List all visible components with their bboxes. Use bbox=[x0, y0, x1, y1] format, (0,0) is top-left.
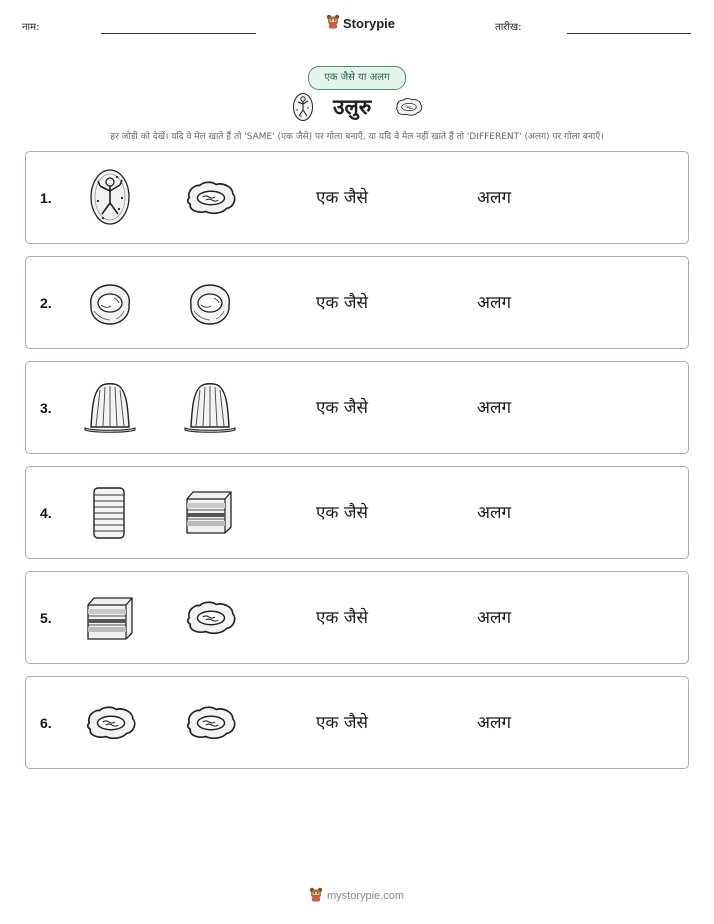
footer-website: mystorypie.com bbox=[327, 890, 405, 902]
date-label: तारीख: bbox=[495, 22, 522, 33]
same-option[interactable]: एक जैसे bbox=[316, 713, 368, 733]
different-option[interactable]: अलग bbox=[477, 398, 512, 418]
same-option[interactable]: एक जैसे bbox=[316, 398, 368, 418]
rock-bowl-icon bbox=[86, 281, 134, 327]
different-option[interactable]: अलग bbox=[477, 713, 512, 733]
question-number: 2. bbox=[40, 295, 52, 311]
page-title: उलुरु bbox=[333, 95, 372, 119]
waterhole-icon bbox=[185, 704, 237, 742]
different-option[interactable]: अलग bbox=[477, 608, 512, 628]
question-row-6 bbox=[25, 676, 689, 769]
same-option[interactable]: एक जैसे bbox=[316, 293, 368, 313]
storypie-logo-icon bbox=[309, 886, 323, 906]
worksheet-type-badge: एक जैसे या अलग bbox=[308, 66, 406, 90]
layered-block-icon bbox=[84, 595, 136, 641]
layered-block-icon bbox=[183, 489, 235, 535]
storypie-logo-icon bbox=[326, 13, 340, 33]
question-row-3 bbox=[25, 361, 689, 454]
carving-icon bbox=[292, 92, 314, 126]
brand-name: Storypie bbox=[343, 15, 396, 31]
question-row-2 bbox=[25, 256, 689, 349]
same-option[interactable]: एक जैसे bbox=[316, 503, 368, 523]
waterhole-icon bbox=[395, 96, 423, 122]
waterhole-icon bbox=[185, 179, 237, 217]
question-number: 3. bbox=[40, 400, 52, 416]
date-line[interactable] bbox=[567, 33, 691, 34]
question-row-1 bbox=[25, 151, 689, 244]
name-label: नाम: bbox=[22, 22, 40, 33]
question-row-5 bbox=[25, 571, 689, 664]
question-number: 6. bbox=[40, 715, 52, 731]
carving-icon bbox=[87, 168, 133, 226]
question-number: 5. bbox=[40, 610, 52, 626]
waterhole-icon bbox=[85, 704, 137, 742]
rock-dome-icon bbox=[183, 380, 237, 434]
question-number: 4. bbox=[40, 505, 52, 521]
question-number: 1. bbox=[40, 190, 52, 206]
rock-bowl-icon bbox=[186, 281, 234, 327]
question-row-4 bbox=[25, 466, 689, 559]
different-option[interactable]: अलग bbox=[477, 188, 512, 208]
waterhole-icon bbox=[185, 599, 237, 637]
same-option[interactable]: एक जैसे bbox=[316, 608, 368, 628]
brand bbox=[326, 13, 395, 33]
footer bbox=[309, 886, 404, 906]
same-option[interactable]: एक जैसे bbox=[316, 188, 368, 208]
different-option[interactable]: अलग bbox=[477, 293, 512, 313]
instructions: हर जोड़ी को देखें। यदि वे मेल खाते हैं तो 'SAME' (एक जैसे) पर गोला बनाएँ, या यदि वे मेल नहीं खाते हैं तो 'DIFFERENT' (अलग) पर गोला बनाएँ। bbox=[110, 132, 604, 142]
different-option[interactable]: अलग bbox=[477, 503, 512, 523]
name-line[interactable] bbox=[101, 33, 256, 34]
rock-dome-icon bbox=[83, 380, 137, 434]
rock-layers-icon bbox=[90, 485, 128, 541]
